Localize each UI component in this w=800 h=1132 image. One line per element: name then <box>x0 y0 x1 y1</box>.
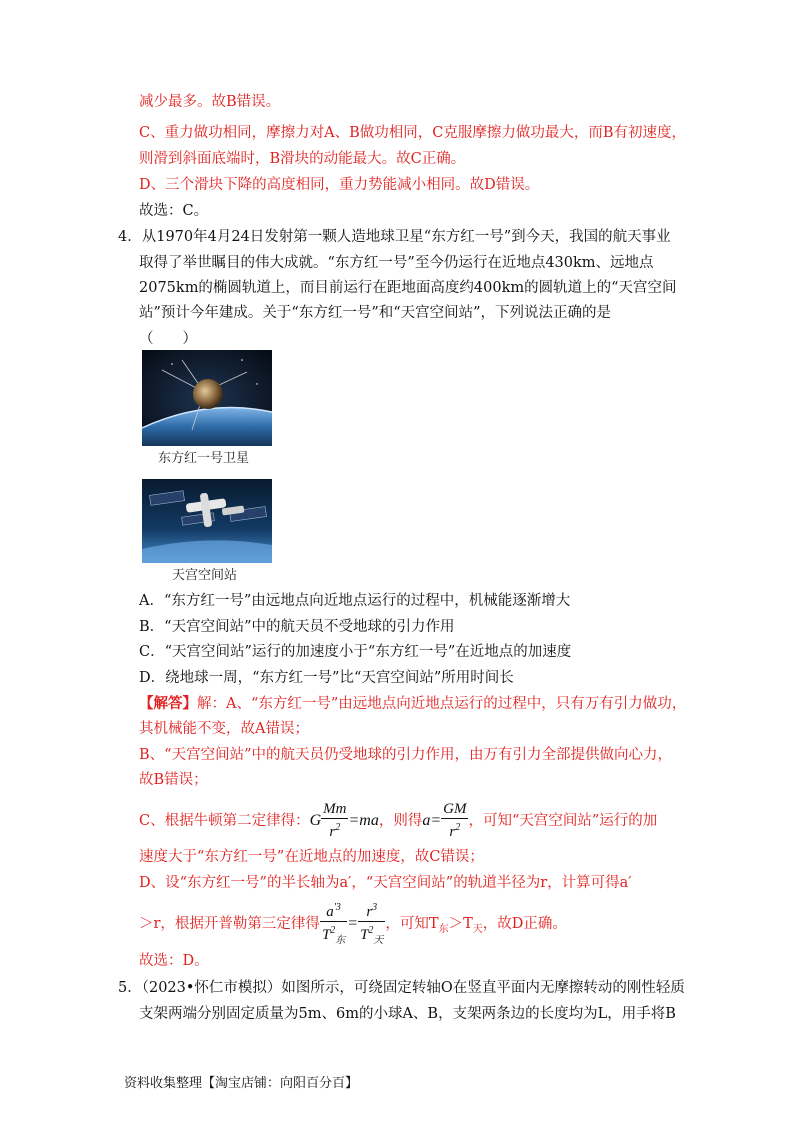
solution-kepler-line: ＞r，根据开普勒第三定律得 $\frac{a^{'3}}{T^2_东}$ = $\frac{r^3}{T^2_天}$ ，可知$T_东>T_天$，故D正确。 <box>139 899 567 950</box>
space-station-illustration <box>142 479 272 563</box>
solution-line: 故B错误； <box>139 772 208 788</box>
solution-tag: 【解答】 <box>139 695 197 712</box>
answer-choice: 故选：C。 <box>139 203 209 219</box>
formula-g: G <box>309 812 322 829</box>
solution-choice: 故选：D。 <box>139 953 209 969</box>
option-d: D．绕地球一周，“东方红一号”比“天宫空间站”所用时间长 <box>139 670 514 686</box>
formula-a: a <box>422 812 431 829</box>
solution-formula-line: C、根据牛顿第二定律得：G $\frac{Mm}{r^2}$ =ma，则得a= $\frac{GM}{r^2}$ ，可知“天宫空间站”运行的加 <box>139 801 658 840</box>
answer-line: C、重力做功相同，摩擦力对A、B做功相同，C克服摩擦力做功最大，而B有初速度， <box>139 125 686 141</box>
answer-line: 则滑到斜面底端时，B滑块的动能最大。故C正确。 <box>139 151 466 167</box>
question-4-text: 站”预计今年建成。关于“东方红一号”和“天宫空间站”，下列说法正确的是 <box>139 305 612 321</box>
question-5-text: 支架两端分别固定质量为5m、6m的小球A、B，支架两条边的长度均为L，用手将B <box>139 1006 676 1022</box>
solution-line: 速度大于“东方红一号”在近地点的加速度，故C错误； <box>139 849 484 865</box>
solution-line-1: 【解答】解：A、“东方红一号”由远地点向近地点运行的过程中，只有万有引力做功， <box>139 695 687 712</box>
satellite-illustration <box>142 350 272 446</box>
fraction-gm-over-r2: $\frac{GM}{r^2}$ <box>443 801 467 840</box>
fraction-mm-over-r2: $\frac{Mm}{r^2}$ <box>323 801 347 840</box>
answer-line: 减少最多。故B错误。 <box>139 94 281 110</box>
question-5-text: 5．（2023•怀仁市模拟）如图所示，可绕固定转轴O在竖直平面内无摩擦转动的刚性轻质 <box>118 980 685 996</box>
option-b: B．“天宫空间站”中的航天员不受地球的引力作用 <box>139 619 455 635</box>
option-a: A．“东方红一号”由远地点向近地点运行的过程中，机械能逐渐增大 <box>139 593 571 609</box>
solution-line: 其机械能不变，故A错误； <box>139 721 309 737</box>
page-footer: 资料收集整理【淘宝店铺：向阳百分百】 <box>124 1076 359 1091</box>
space-station-image <box>142 479 272 563</box>
question-4-text: 取得了举世瞩目的伟大成就。“东方红一号”至今仍运行在近地点430km、远地点 <box>139 255 654 271</box>
solution-line: D、设“东方红一号”的半长轴为a′，“天宫空间站”的轨道半径为r，计算可得a′ <box>139 875 632 891</box>
satellite-image <box>142 350 272 446</box>
solution-line: B、“天宫空间站”中的航天员仍受地球的引力作用，由万有引力全部提供做向心力， <box>139 747 672 763</box>
image-caption-satellite: 东方红一号卫星 <box>158 451 250 466</box>
fraction-r3-over-t2: $\frac{r^3}{T^2_天}$ <box>358 899 385 949</box>
answer-line: D、三个滑块下降的高度相同，重力势能减小相同。故D错误。 <box>139 177 540 193</box>
option-c: C．“天宫空间站”运行的加速度小于“东方红一号”在近地点的加速度 <box>139 644 572 660</box>
image-caption-station: 天宫空间站 <box>172 568 238 583</box>
question-4-text: 2075km的椭圆轨道上，而目前运行在距地面高度约400km的圆轨道上的“天宫空间 <box>139 280 677 296</box>
answer-bracket: （ ） <box>139 331 197 347</box>
question-4-text: 4．从1970年4月24日发射第一颗人造地球卫星“东方红一号”到今天，我国的航天事业 <box>118 229 671 245</box>
formula-ma: =ma <box>348 812 379 829</box>
fraction-a3-over-t2: $\frac{a^{'3}}{T^2_东}$ <box>320 899 347 949</box>
